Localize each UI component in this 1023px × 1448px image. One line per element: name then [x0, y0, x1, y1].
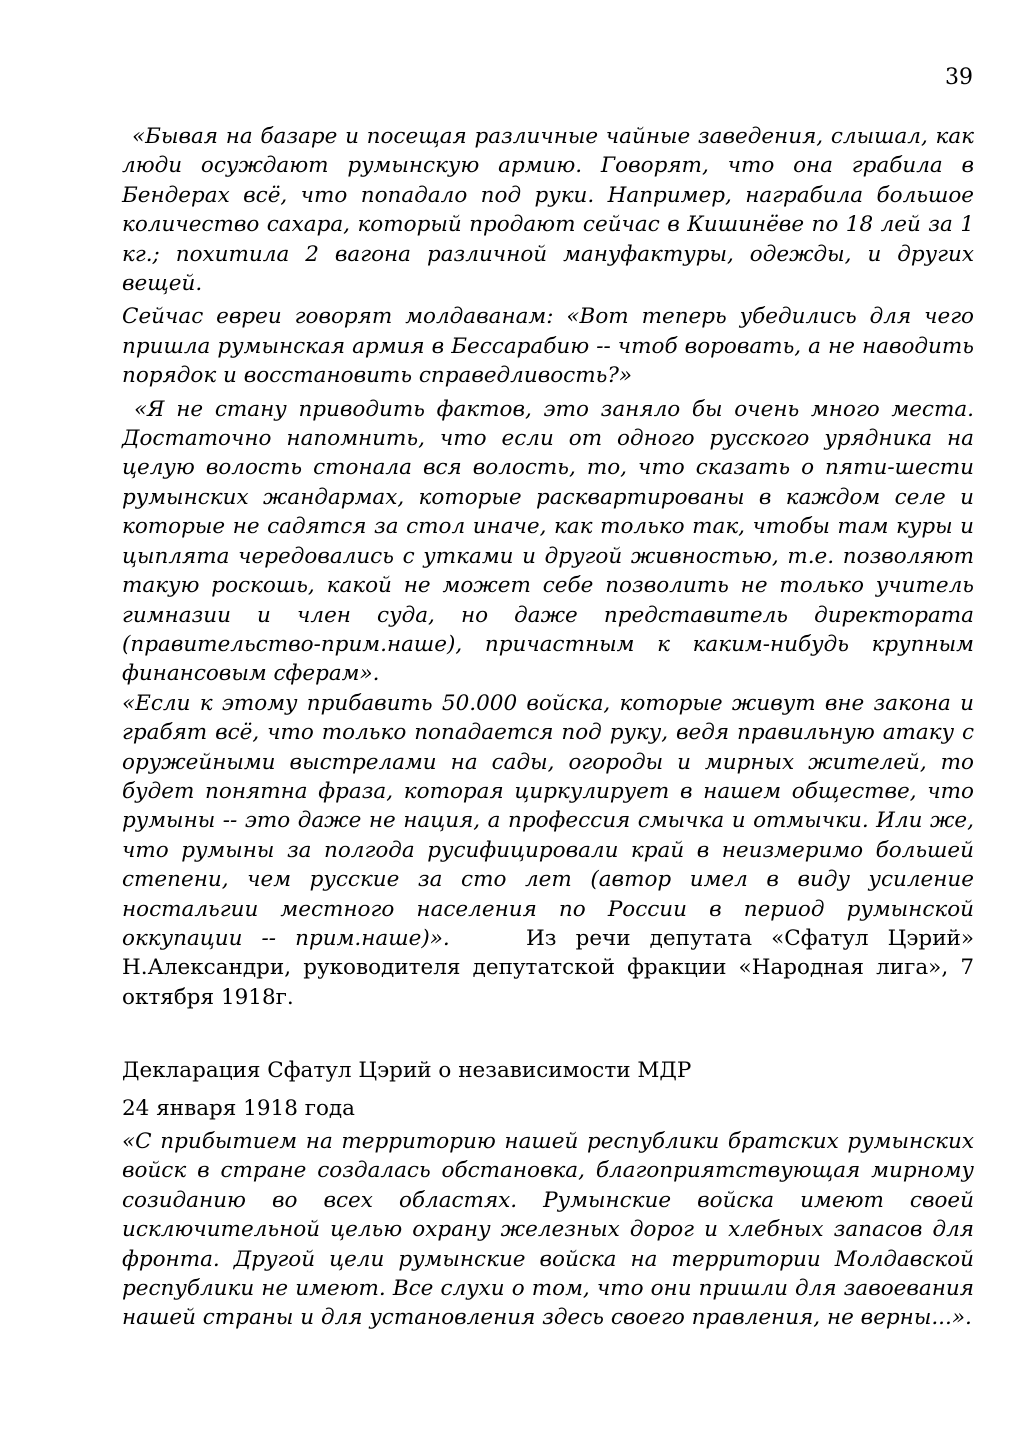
- quote-army-paragraph: [122, 689, 974, 1012]
- declaration-date: 24 января 1918 года: [122, 1095, 355, 1121]
- declaration-quote-paragraph: «С прибытием на территорию нашей республики братских румынских войск в стране создалась обстановка, благоприятствующая мирному созиданию во всех областях. Румынские войска имеют своей исключительной целью охрану железных дорог и хлебных запасов для фронта. Другой цели румынские войска на территории Молдавской республики не имеют. Все слухи о том, что они пришли для завоевания нашей страны и для установления здесь своего правления, не верны...».: [122, 1129, 974, 1331]
- declaration-title: Декларация Сфатул Цэрий о независимости МДР: [122, 1058, 692, 1084]
- quote-jews-paragraph: Сейчас евреи говорят молдаванам: «Вот теперь убедились для чего пришла румынская армия в Бессарабию -- чтоб воровать, а не наводить порядок и восстановить справедливость?»: [122, 304, 974, 389]
- quote-bazaar-paragraph: «Бывая на базаре и посещая различные чайные заведения, слышал, как люди осуждают румынскую армию. Говорят, что она грабила в Бендерах всё, что попадало под руки. Например, награбила большое количество сахара, который продают сейчас в Кишинёве по 18 лей за 1 кг.; похитила 2 вагона различной мануфактуры, одежды, и других вещей.: [122, 124, 974, 297]
- quote-army-text: «Если к этому прибавить 50.000 войска, которые живут вне закона и грабят всё, что только попадается под руку, ведя правильную атаку с оружейными выстрелами на сады, огороды и мирных жителей, то будет понятна фраза, которая циркулирует в нашем обществе, что румыны -- это даже не нация, а профессия смычка и отмычки. Или же, что румыны за полгода русифицировали край в неизмеримо большей степени, чем русские за сто лет (автор имел в виду усиление ностальгии местного населения по России в период румынской оккупации -- прим.наше)».: [122, 690, 974, 951]
- page-number: 39: [945, 65, 973, 90]
- page-body: [122, 122, 974, 1333]
- quote-attribution: Из речи депутата «Сфатул Цэрий» Н.Александри, руководителя депутатской фракции «Народная лига», 7 октября 1918г.: [122, 925, 975, 1010]
- declaration-header: [122, 1056, 974, 1123]
- quote-gendarmes-paragraph: «Я не стану приводить фактов, это заняло бы очень много места. Достаточно напомнить, что если от одного русского урядника на целую волость стонала вся волость, то, что сказать о пяти-шести румынских жандармах, которые расквартированы в каждом селе и которые не садятся за стол иначе, как только так, чтобы там куры и цыплята чередовались с утками и другой живностью, т.е. позволяют такую роскошь, какой не может себе позволить не только учитель гимназии и член суда, но даже представитель директората (правительство-прим.наше), причастным к каким-нибудь крупным финансовым сферам».: [122, 396, 974, 687]
